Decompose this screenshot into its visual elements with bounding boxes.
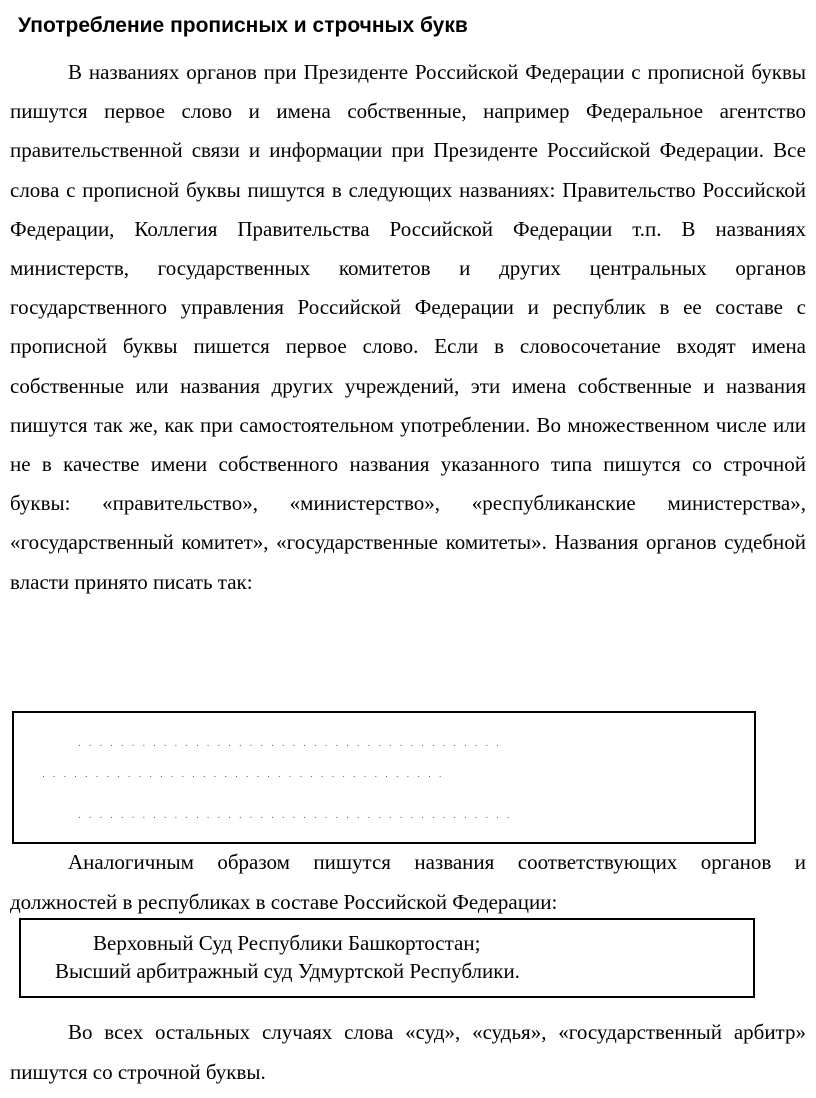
paragraph-analogous: Аналогичным образом пишутся названия соответствующих органов и должностей в республиках в составе Российской Федерации: (10, 850, 806, 914)
faded-line-1: . . . . . . . . . . . . . . . . . . . . . . . . . . . . . . . . . . . . . . . . (78, 739, 502, 749)
paragraph-intro: В названиях органов при Президенте Российской Федерации с прописной буквы пишутся первое слово и имена собственные, например Федеральное агентство правительственной связи и информации при Президенте Российской Федерации. Все слова с прописной буквы пишутся в следующих названиях: Правительство Российской Федерации, Коллегия Правительства Российской Федерации т.п. В названиях министерств, государственных комитетов и других центральных органов государственного управления Российской Федерации и республик в ее составе с прописной буквы пишется первое слово. Если в словосочетание входят имена собственные или названия других учреждений, эти имена собственные и названия пишутся так же, как при самостоятельном употреблении. Во множественном числе или не в качестве имени собственного названия указанного типа пишутся со строчной буквы: «правительство», «министерство», «республиканские министерства», «государственный комитет», «государственные комитеты». Названия органов судебной власти принято писать так: (10, 60, 806, 594)
court-names-box (12, 711, 756, 844)
supreme-court-line: Верховный Суд Республики Башкортостан; (93, 931, 481, 955)
faded-line-2: . . . . . . . . . . . . . . . . . . . . . . . . . . . . . . . . . . . . . . (42, 770, 445, 780)
faded-line-3: . . . . . . . . . . . . . . . . . . . . . . . . . . . . . . . . . . . . . . . . . (78, 811, 513, 821)
page-heading: Употребление прописных и строчных букв (18, 14, 468, 37)
arbitration-court-line: Высший арбитражный суд Удмуртской Республики. (55, 959, 520, 983)
republic-courts-box (19, 918, 755, 998)
paragraph-conclusion: Во всех остальных случаях слова «суд», «судья», «государственный арбитр» пишутся со строчной буквы. (10, 1020, 806, 1084)
